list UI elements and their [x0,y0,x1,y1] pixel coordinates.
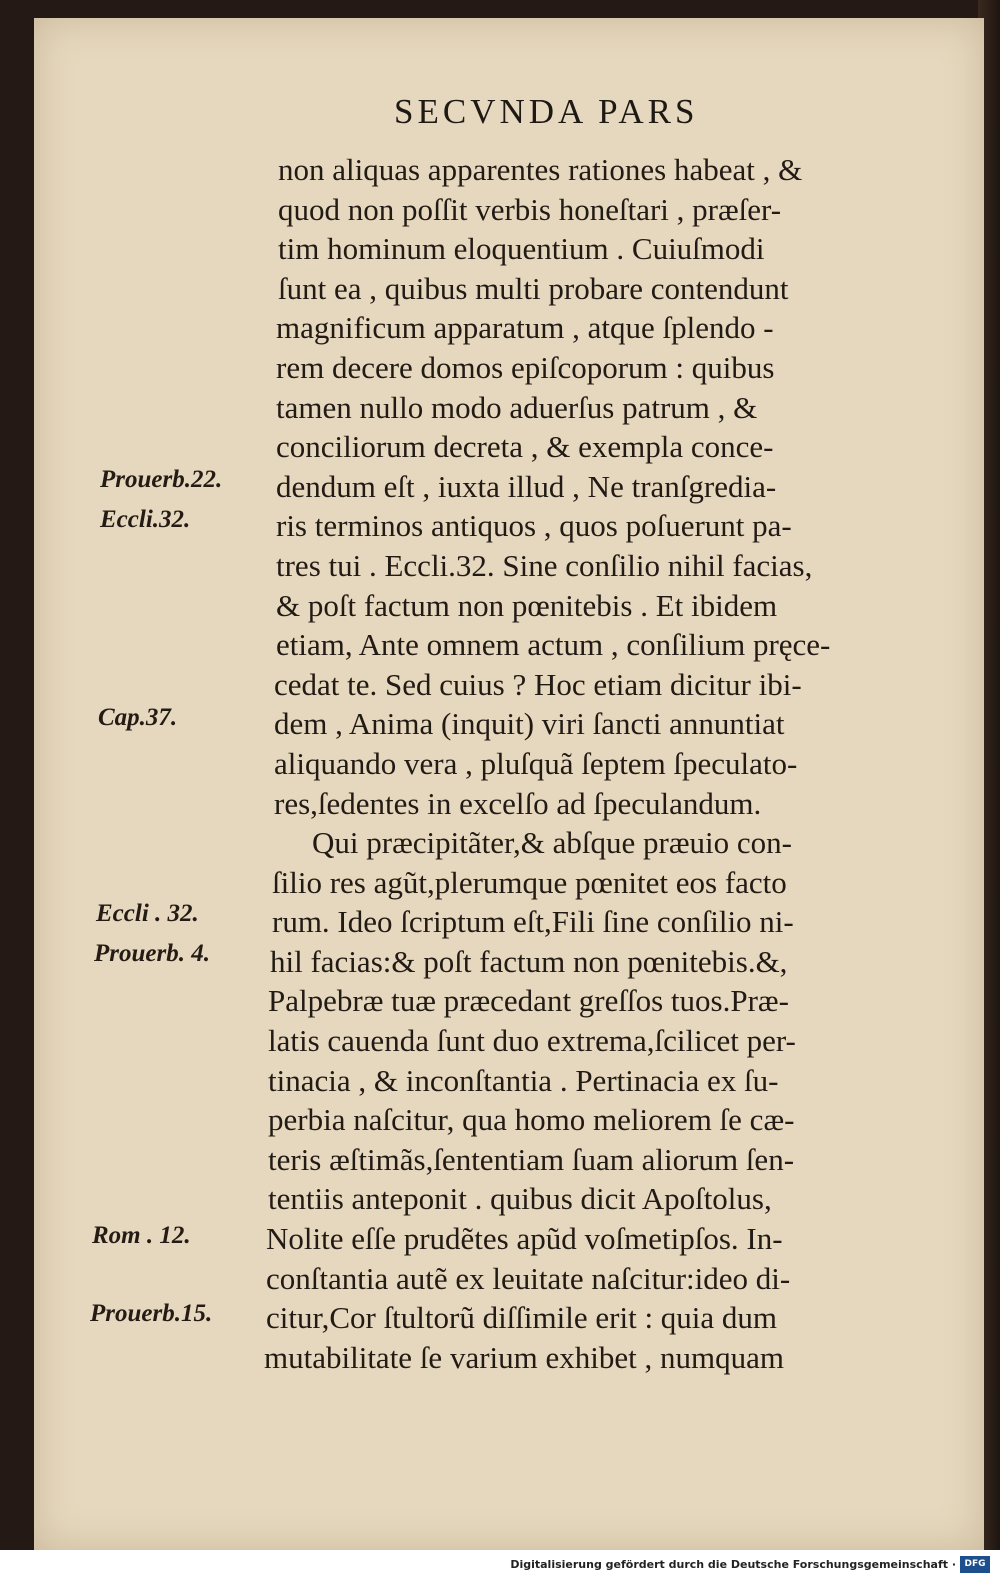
text-line: tamen nullo modo aduerſus patrum , & [276,389,758,425]
text-line: tinacia , & inconſtantia . Pertinacia ex ſu- [268,1062,779,1098]
text-line: tim hominum eloquentium . Cuiuſmodi [278,231,765,267]
text-line: Qui præcipitãter,& abſque præuio con- [312,825,793,861]
funding-credit: Digitalisierung gefördert durch die Deutsche Forschungsgemeinschaft · [510,1558,956,1571]
text-line: ſilio res agũt,plerumque pœnitet eos facto [272,864,787,900]
text-line: non aliquas apparentes rationes habeat , & [278,152,803,187]
text-line: conciliorum decreta , & exempla conce- [276,429,774,465]
text-line: etiam, Ante omnem actum , conſilium pręce- [276,627,831,663]
text-line: citur,Cor ſtultorũ diſſimile erit : quia dum [266,1300,778,1336]
margin-note: Prouerb.15. [90,1300,213,1327]
text-line: rum. Ideo ſcriptum eſt,Fili ſine conſilio ni- [272,904,794,940]
text-line: perbia naſcitur, qua homo meliorem ſe cæ- [268,1102,795,1138]
text-line: quod non poſſit verbis honeſtari , præſer- [278,191,782,227]
dfg-logo: DFG [960,1556,990,1573]
body-text [262,150,902,1377]
text-line: hil facias:& poſt factum non pœnitebis.&, [270,943,788,979]
text-line: Nolite eſſe prudẽtes apũd voſmetipſos. In- [266,1221,783,1257]
text-line: ris terminos antiquos , quos poſuerunt pa- [276,508,792,544]
text-line: ſunt ea , quibus multi probare contendunt [278,270,789,306]
text-line: cedat te. Sed cuius ? Hoc etiam dicitur ibi- [274,666,802,702]
footer-bar [0,1550,1000,1580]
margin-note: Eccli . 32. [96,900,199,927]
text-line: magnificum apparatum , atque ſplendo - [276,310,774,346]
text-line: aliquando vera , pluſquã ſeptem ſpeculato- [274,745,798,781]
text-line: res,ſedentes in excelſo ad ſpeculandum. [274,785,762,821]
margin-note: Prouerb.22. [100,466,223,493]
text-line: & poſt factum non pœnitebis . Et ibidem [276,587,778,623]
text-line: conſtantia autẽ ex leuitate naſcitur:ideo di- [266,1260,791,1296]
text-line: tentiis anteponit . quibus dicit Apoſtolus, [268,1181,772,1217]
text-line: mutabilitate ſe varium exhibet , numquam [264,1339,784,1375]
text-line: rem decere domos epiſcoporum : quibus [276,349,775,385]
margin-note: Eccli.32. [100,506,191,533]
text-line: teris æſtimãs,ſententiam ſuam aliorum ſen- [268,1141,795,1177]
text-line: dem , Anima (inquit) viri ſancti annuntiat [274,706,785,742]
text-line: Palpebræ tuæ præcedant greſſos tuos.Præ- [268,983,789,1019]
text-line: latis cauenda ſunt duo extrema,ſcilicet per- [268,1023,796,1059]
running-title: SECVNDA PARS [394,92,699,131]
text-line: tres tui . Eccli.32. Sine conſilio nihil facias, [276,547,813,583]
text-line: dendum eſt , iuxta illud , Ne tranſgredia- [276,468,777,504]
margin-note: Rom . 12. [92,1222,191,1249]
margin-note: Prouerb. 4. [94,940,210,967]
margin-note: Cap.37. [98,704,178,731]
